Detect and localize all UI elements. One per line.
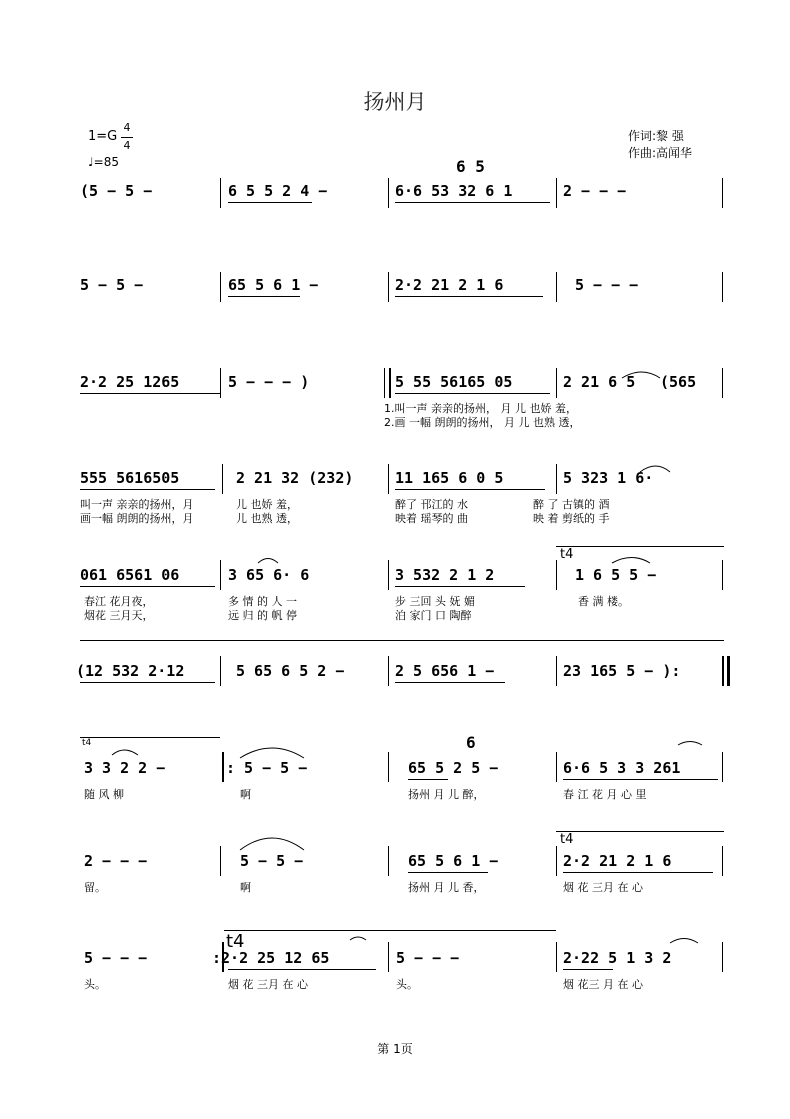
measure: (5 − 5 −	[80, 182, 153, 200]
measure: 2 − − −	[84, 852, 148, 870]
time-sig-num: 4	[123, 121, 131, 134]
measure: 5 − − −	[575, 276, 639, 294]
composer-credit: 作曲:高闻华	[628, 146, 693, 160]
slur	[240, 838, 304, 850]
measure: 5 − − −	[396, 949, 460, 967]
lyric-line: 烟 花 三月 在 心	[228, 978, 308, 991]
slur	[622, 372, 660, 378]
volta-label: t4	[226, 931, 245, 952]
measure: 65 5 2 5 −	[408, 759, 499, 777]
measure: 5 − − −	[84, 949, 148, 967]
lyric-line: 扬州 月 儿 醉，	[408, 788, 485, 801]
lyric-line: 春 江 花 月 心 里	[563, 788, 647, 801]
volta-label: t4	[82, 738, 92, 748]
measure: 5 − − − )	[228, 373, 310, 391]
lyric-line: 步 三回 头 妩 媚	[395, 595, 475, 608]
lyric-line: 1.叫一声 亲亲的扬州， 月 儿 也娇 羞，	[384, 402, 577, 415]
measure: 061 6561 06	[80, 566, 180, 584]
measure: 2·2 21 2 1 6	[395, 276, 504, 294]
measure: 2·2 21 2 1 6	[563, 852, 672, 870]
measure: 2 21 32 (232)	[236, 469, 354, 487]
lyric-line: 远 归 的 帆 停	[228, 609, 297, 622]
measure: (12 532 2·12	[76, 662, 185, 680]
lyric-line: 春江 花月夜，	[84, 595, 154, 608]
measure: 11 165 6 0 5	[395, 469, 504, 487]
measure: 2 21 6 5	[563, 373, 636, 391]
measure: 65 5 6 1 −	[228, 276, 319, 294]
measure: 3 3 2 2 −	[84, 759, 166, 777]
measure: 2 5 656 1 −	[395, 662, 495, 680]
lyric-line: 啊	[240, 788, 251, 801]
lyric-line: 多 情 的 人 一	[228, 595, 297, 608]
measure: :2·2 25 12 65	[212, 949, 330, 967]
measure: 6·6 5 3 3 261	[563, 759, 681, 777]
slur	[640, 466, 670, 472]
measure: 5 − 5 −	[240, 852, 304, 870]
page-title: 扬州月	[363, 90, 427, 114]
lyric-line: 烟花 三月天，	[84, 609, 154, 622]
slur	[670, 939, 698, 944]
lyric-line: 扬州 月 儿 香，	[408, 881, 485, 894]
lyric-line: 烟 花 三月 在 心	[563, 881, 643, 894]
lyric-line: 醉了 邗江的 水	[395, 498, 468, 511]
measure: 6 5 5 2 4 −	[228, 182, 328, 200]
measure: 5 55 56165 05	[395, 373, 513, 391]
slur	[240, 748, 304, 758]
lyricist-credit: 作词:黎 强	[628, 129, 684, 143]
slur	[112, 750, 138, 755]
measure: 2·22 5 1 3 2	[563, 949, 672, 967]
lyric-line: 头。	[396, 978, 418, 991]
lyric-line: 留。	[84, 881, 106, 894]
measure: 2·2 25 1265	[80, 373, 180, 391]
slur	[678, 742, 702, 746]
time-sig-den: 4	[123, 139, 131, 152]
lyric-line: 泊 家门 口 陶醉	[395, 609, 472, 622]
measure: 23 165 5 − ):	[563, 662, 681, 680]
measure: 3 65 6· 6	[228, 566, 310, 584]
measure: 5 323 1 6·	[563, 469, 654, 487]
lyric-line: 头。	[84, 978, 106, 991]
measure: 5 65 6 5 2 −	[236, 662, 345, 680]
measure: 65 5 6 1 −	[408, 852, 499, 870]
slur	[350, 937, 366, 940]
measure: : 5 − 5 −	[226, 759, 308, 777]
lyric-line: 啊	[240, 881, 251, 894]
chord-above: 6 5	[456, 157, 485, 176]
measure: 6·6 53 32 6 1	[395, 182, 513, 200]
lyric-line: 叫一声 亲亲的扬州，月	[80, 498, 194, 511]
measure: 2 − − −	[563, 182, 627, 200]
lyric-line: 香 满 楼。	[578, 595, 629, 608]
lyric-line: 画一幅 朗朗的扬州，月	[80, 512, 194, 525]
key-signature: 1=G	[88, 129, 118, 144]
lyric-line: 儿 也熟 透，	[236, 512, 298, 525]
lyric-line: 映着 瑶琴的 曲	[395, 512, 468, 525]
measure: 5 − 5 −	[80, 276, 144, 294]
measure: 3 532 2 1 2	[395, 566, 495, 584]
volta-label: t4	[560, 547, 574, 562]
lyric-line: 醉 了 古镇的 酒	[533, 498, 610, 511]
lyric-line: 随 风 柳	[84, 788, 124, 801]
lyric-line: 映 着 剪纸的 手	[533, 512, 610, 525]
slur	[612, 558, 650, 564]
lyric-line: 烟 花三 月 在 心	[563, 978, 643, 991]
tempo-marking: ♩=85	[88, 155, 119, 169]
page-number: 第 1页	[377, 1042, 413, 1056]
measure: 1 6 5 5 −	[575, 566, 657, 584]
lyric-line: 儿 也娇 羞，	[236, 498, 298, 511]
volta-label: t4	[560, 832, 574, 847]
lyric-line: 2.画 一幅 朗朗的扬州， 月 儿 也熟 透，	[384, 416, 581, 429]
measure: 555 5616505	[80, 469, 180, 487]
slur	[258, 559, 278, 564]
measure: (565	[660, 373, 697, 391]
chord-above: 6	[466, 733, 476, 752]
